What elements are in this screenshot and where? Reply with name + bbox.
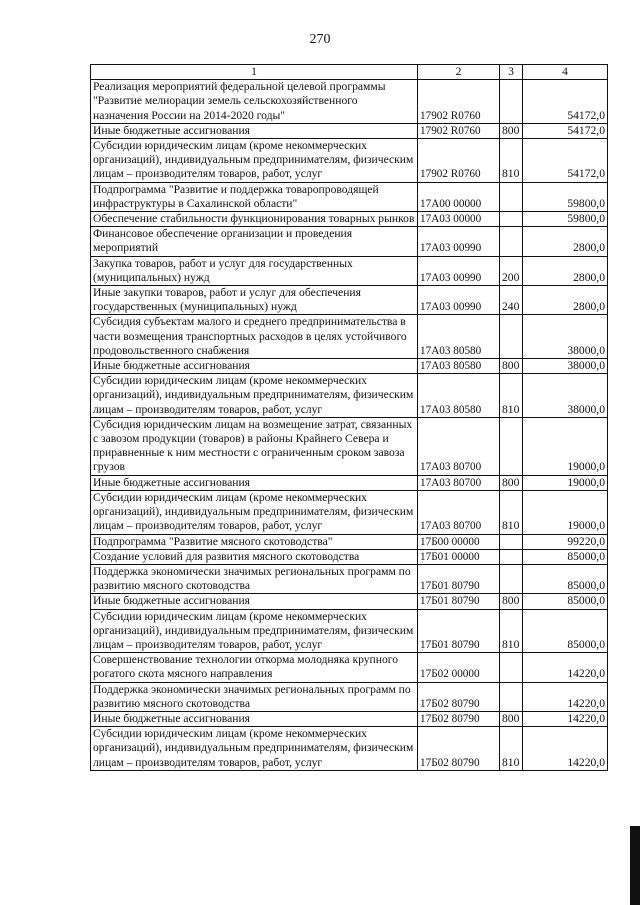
row-type-cell: 810 xyxy=(500,609,523,653)
budget-table xyxy=(90,64,608,771)
row-type-cell: 240 xyxy=(500,286,523,315)
scan-edge-mark xyxy=(630,826,640,905)
row-amount-cell: 85000,0 xyxy=(523,609,608,653)
row-name-cell: Субсидии юридическим лицам (кроме некоммерческих организаций), индивидуальным предпринимателям, физическим лицам – производителям товаров, работ, услуг xyxy=(91,374,418,418)
row-amount-cell: 54172,0 xyxy=(523,80,608,124)
row-amount-cell: 85000,0 xyxy=(523,564,608,593)
row-amount-cell: 2800,0 xyxy=(523,256,608,285)
table-row xyxy=(91,682,608,711)
row-code-cell: 17А03 80700 xyxy=(418,417,500,475)
row-type-cell xyxy=(500,549,523,564)
page-number: 270 xyxy=(309,32,331,47)
row-type-cell xyxy=(500,534,523,549)
row-name-cell: Подпрограмма "Развитие и поддержка товаропроводящей инфраструктуры в Сахалинской области" xyxy=(91,182,418,211)
row-type-cell: 810 xyxy=(500,374,523,418)
row-type-cell xyxy=(500,212,523,227)
row-amount-cell: 85000,0 xyxy=(523,594,608,609)
row-type-cell: 800 xyxy=(500,711,523,726)
row-code-cell: 17А03 80700 xyxy=(418,475,500,490)
table-row xyxy=(91,653,608,682)
row-type-cell: 800 xyxy=(500,359,523,374)
row-amount-cell: 19000,0 xyxy=(523,475,608,490)
row-code-cell: 17Б01 80790 xyxy=(418,564,500,593)
row-name-cell: Субсидии юридическим лицам (кроме некоммерческих организаций), индивидуальным предпринимателям, физическим лицам – производителям товаров, работ, услуг xyxy=(91,490,418,534)
row-name-cell: Реализация мероприятий федеральной целевой программы "Развитие мелиорации земель сельскохозяйственного назначения России на 2014-2020 годы" xyxy=(91,80,418,124)
table-row xyxy=(91,609,608,653)
table-row xyxy=(91,286,608,315)
row-type-cell: 810 xyxy=(500,490,523,534)
row-type-cell xyxy=(500,227,523,256)
row-amount-cell: 99220,0 xyxy=(523,534,608,549)
row-code-cell: 17А03 80700 xyxy=(418,490,500,534)
row-name-cell: Закупка товаров, работ и услуг для государственных (муниципальных) нужд xyxy=(91,256,418,285)
row-amount-cell: 38000,0 xyxy=(523,359,608,374)
row-amount-cell: 14220,0 xyxy=(523,653,608,682)
row-amount-cell: 85000,0 xyxy=(523,549,608,564)
row-code-cell: 17А03 00990 xyxy=(418,286,500,315)
row-type-cell xyxy=(500,564,523,593)
row-code-cell: 17А00 00000 xyxy=(418,182,500,211)
row-name-cell: Поддержка экономически значимых региональных программ по развитию мясного скотоводства xyxy=(91,682,418,711)
row-name-cell: Иные бюджетные ассигнования xyxy=(91,123,418,138)
row-name-cell: Субсидии юридическим лицам (кроме некоммерческих организаций), индивидуальным предпринимателям, физическим лицам – производителям товаров, работ, услуг xyxy=(91,609,418,653)
row-code-cell: 17Б02 00000 xyxy=(418,653,500,682)
row-amount-cell: 38000,0 xyxy=(523,315,608,359)
row-name-cell: Финансовое обеспечение организации и проведения мероприятий xyxy=(91,227,418,256)
table-body xyxy=(91,80,608,771)
row-type-cell xyxy=(500,653,523,682)
row-amount-cell: 14220,0 xyxy=(523,727,608,771)
table-row xyxy=(91,212,608,227)
table-row xyxy=(91,80,608,124)
row-type-cell: 200 xyxy=(500,256,523,285)
row-name-cell: Иные бюджетные ассигнования xyxy=(91,475,418,490)
row-type-cell: 810 xyxy=(500,727,523,771)
row-code-cell: 17Б02 80790 xyxy=(418,711,500,726)
row-type-cell xyxy=(500,315,523,359)
table-row xyxy=(91,534,608,549)
row-name-cell: Обеспечение стабильности функционирования товарных рынков xyxy=(91,212,418,227)
table-row xyxy=(91,417,608,475)
column-header-name: 1 xyxy=(91,65,418,80)
table-row xyxy=(91,182,608,211)
table-row xyxy=(91,256,608,285)
row-name-cell: Иные бюджетные ассигнования xyxy=(91,711,418,726)
row-name-cell: Субсидии юридическим лицам (кроме некоммерческих организаций), индивидуальным предпринимателям, физическим лицам – производителям товаров, работ, услуг xyxy=(91,727,418,771)
row-type-cell: 800 xyxy=(500,594,523,609)
row-amount-cell: 54172,0 xyxy=(523,139,608,183)
table-row xyxy=(91,359,608,374)
table-row xyxy=(91,227,608,256)
row-amount-cell: 38000,0 xyxy=(523,374,608,418)
table-row xyxy=(91,315,608,359)
row-code-cell: 17Б02 80790 xyxy=(418,727,500,771)
row-amount-cell: 19000,0 xyxy=(523,417,608,475)
row-code-cell: 17А03 80580 xyxy=(418,359,500,374)
table-row xyxy=(91,139,608,183)
row-name-cell: Иные бюджетные ассигнования xyxy=(91,359,418,374)
row-amount-cell: 14220,0 xyxy=(523,711,608,726)
row-type-cell: 800 xyxy=(500,123,523,138)
row-code-cell: 17Б02 80790 xyxy=(418,682,500,711)
row-code-cell: 17902 R0760 xyxy=(418,139,500,183)
table-row xyxy=(91,374,608,418)
row-code-cell: 17А03 80580 xyxy=(418,374,500,418)
row-name-cell: Субсидия субъектам малого и среднего предпринимательства в части возмещения транспортных расходов в целях устойчивого продовольственного снабжения xyxy=(91,315,418,359)
row-amount-cell: 54172,0 xyxy=(523,123,608,138)
row-code-cell: 17А03 00000 xyxy=(418,212,500,227)
row-name-cell: Субсидии юридическим лицам (кроме некоммерческих организаций), индивидуальным предпринимателям, физическим лицам – производителям товаров, работ, услуг xyxy=(91,139,418,183)
row-amount-cell: 14220,0 xyxy=(523,682,608,711)
row-code-cell: 17Б01 00000 xyxy=(418,549,500,564)
row-name-cell: Иные бюджетные ассигнования xyxy=(91,594,418,609)
row-name-cell: Поддержка экономически значимых региональных программ по развитию мясного скотоводства xyxy=(91,564,418,593)
table-row xyxy=(91,564,608,593)
row-type-cell: 800 xyxy=(500,475,523,490)
row-code-cell: 17Б00 00000 xyxy=(418,534,500,549)
row-code-cell: 17А03 00990 xyxy=(418,256,500,285)
row-name-cell: Субсидия юридическим лицам на возмещение затрат, связанных с завозом продукции (товаров) в районы Крайнего Севера и приравненные к ним местности с ограниченным сроком завоза грузов xyxy=(91,417,418,475)
row-code-cell: 17902 R0760 xyxy=(418,123,500,138)
row-code-cell: 17Б01 80790 xyxy=(418,594,500,609)
row-code-cell: 17Б01 80790 xyxy=(418,609,500,653)
row-type-cell xyxy=(500,80,523,124)
row-code-cell: 17А03 00990 xyxy=(418,227,500,256)
table-row xyxy=(91,711,608,726)
table-row xyxy=(91,123,608,138)
table-row xyxy=(91,727,608,771)
row-type-cell xyxy=(500,682,523,711)
row-amount-cell: 59800,0 xyxy=(523,182,608,211)
row-name-cell: Иные закупки товаров, работ и услуг для обеспечения государственных (муниципальных) нужд xyxy=(91,286,418,315)
row-type-cell: 810 xyxy=(500,139,523,183)
row-type-cell xyxy=(500,417,523,475)
row-name-cell: Создание условий для развития мясного скотоводства xyxy=(91,549,418,564)
table-row xyxy=(91,549,608,564)
row-amount-cell: 59800,0 xyxy=(523,212,608,227)
row-amount-cell: 2800,0 xyxy=(523,286,608,315)
table-row xyxy=(91,475,608,490)
table-row xyxy=(91,594,608,609)
row-type-cell xyxy=(500,182,523,211)
table-header-row xyxy=(91,65,608,80)
row-code-cell: 17902 R0760 xyxy=(418,80,500,124)
row-amount-cell: 2800,0 xyxy=(523,227,608,256)
column-header-amount: 4 xyxy=(523,65,608,80)
row-name-cell: Подпрограмма "Развитие мясного скотоводства" xyxy=(91,534,418,549)
table-row xyxy=(91,490,608,534)
row-name-cell: Совершенствование технологии откорма молодняка крупного рогатого скота мясного направления xyxy=(91,653,418,682)
column-header-code: 2 xyxy=(418,65,500,80)
row-amount-cell: 19000,0 xyxy=(523,490,608,534)
column-header-type: 3 xyxy=(500,65,523,80)
row-code-cell: 17А03 80580 xyxy=(418,315,500,359)
